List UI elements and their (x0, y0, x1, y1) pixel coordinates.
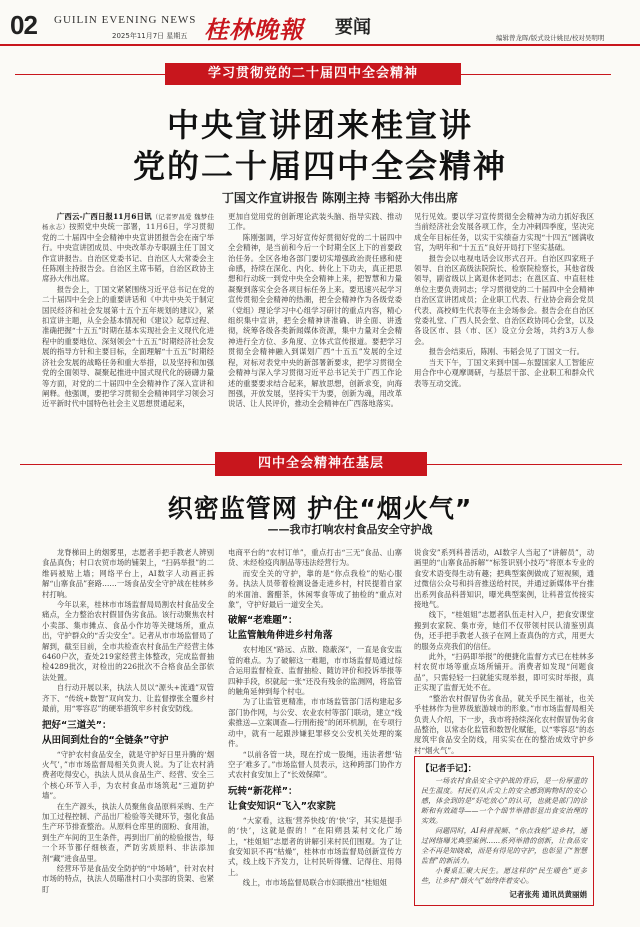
article1-paragraph: 按照党中央统一部署，11月6日，学习贯彻党的二十届四中全会精神中央宣讲团报告会在南宁举行。中央宣讲团成员、中央改革办专职副主任丁国文作宣讲报告。自治区党委书记、自治区人大常委会主任陈刚主持报告会。自治区主席韦韬，自治区政协主席孙大伟出席。 (42, 222, 215, 284)
article2-subhead: 玩转“新花样”： (228, 785, 298, 797)
article1-paragraph: 当天下午，丁国文来到中国—东盟国家人工智能应用合作中心观摩调研，与基层干部、企业职工和群众代表等互动交流。 (414, 357, 594, 388)
article2-paragraph: “整治农村假冒伪劣食品，就关乎民生福祉，也关乎桂林作为世界级旅游城市的形象。”市市场监督局相关负责人介绍，下一步，我市将持续深化农村假冒伪劣食品整治，以常态化监管和数智化赋能，以“零容忍”的态度筑牢食品安全防线，用实实在在的整治成效守护乡村“烟火气”。 (414, 693, 594, 755)
reporter-notes-paragraph: 问题同时，AI科普视频、“你点我检”进乡村，通过网络曝光典型案例……系列举措的创新，让食品安全不再是知晓难，而是有得见的守护，也彰显了“智慧监督”的新活力。 (421, 827, 587, 865)
article2-headline: 织密监管网 护住“烟火气” (167, 494, 473, 523)
article1-column-2 (228, 212, 402, 410)
article1-dateline: 广西云-广西日报11月6日讯 (56, 212, 152, 221)
article1-column-3 (414, 212, 594, 389)
article1-paragraph: 更加自觉用党的创新理论武装头脑、指导实践、推动工作。 (228, 212, 402, 232)
article2-paragraph: “以前各管一块，现在拧成一股绳，违法者想‘钻空子’难多了。”市场监督人员表示，这种跨部门协作方式农村食安加上了“长效保障”。 (228, 749, 402, 780)
article2-paragraph: 线下，“桂姐姐”志愿者队伍走村入户，把食安课堂搬到农家院、集市旁，她们不仅带领村民认清鉴别真伪，还手把手教老人孩子在网上查真伪的方式，用更大的服务点亮我们的信任。 (414, 610, 594, 651)
masthead (0, 0, 640, 46)
article1-dateline-credit: （记者罗昌爱 魏梦佳 杨永志） (42, 213, 214, 232)
reporter-notes-paragraph: 小餐桌汇聚大民生。愿这样的“民生暖色”更多些，让乡村“烟火气”始终伴着安心。 (421, 867, 587, 885)
article1-paragraph: 报告会上，丁国文紧紧围绕习近平总书记在党的二十届四中全会上的重要讲话和《中共中央关于制定国民经济和社会发展第十五个五年规划的建议》，紧扣宣讲主题，从全会基本情况和《建议》起草过程、准确把握“十五五”时期在基本实现社会主义现代化进程中的重要地位、深刻领会“十五五”时期经济社会发展的指导方针和主要目标，全面理解“十五五”时期经济社会发展的战略任务和重大举措，以及坚持和加强党的全面领导、凝聚起推进中国式现代化的磅礴力量等方面，对党的二十届四中全会精神作了深入宣讲和阐释。他强调，要把学习贯彻全会精神同学习领会习近平新时代中国特色社会主义思想贯通起来， (42, 284, 214, 409)
article1-paragraph: 陈刚强调，学习好宣传好贯彻好党的二十届四中全会精神，是当前和今后一个时期全区上下的首要政治任务。全区各地各部门要切实增强政治责任感和使命感，持续在深化、内化、转化上下功夫，真正把思想和行动统一到党中央全会精神上来，把智慧和力量凝聚到落实全会各项目标任务上来。要迅速兴起学习宣传贯彻全会精神的热潮，把全会精神作为各级党委（党组）理论学习中心组学习研讨的重点内容，精心组织集中宣讲，把全会精神讲准确、讲全面、讲透彻，统筹各级各类新闻媒体资源，集中力量对全会精神进行全方位、多角度、立体式宣传报道。要把学习贯彻全会精神融入到谋划广西“十五五”发展的全过程，对标对表党中央的新部署新要求，把学习贯彻全会精神与深入学习贯彻习近平总书记关于广西工作论述的重要要求结合起来，解放思想，创新求变，向海图强，开放发展，坚持实干为要，创新为魂，用改革说话、让人民评价，推动全会精神在广西落地落实。 (228, 232, 402, 409)
article1-paragraph: 见行见效。要以学习宣传贯彻全会精神为动力抓好我区当前经济社会发展各项工作，全力冲刺四季度，坚决完成全年目标任务，以实干实绩奋力实现“十四五”圆满收官，为明年和“十五五”良好开局打下坚实基础。 (414, 212, 594, 253)
article2-column-2 (228, 548, 402, 889)
article2-paragraph: 此外，“扫码即举报”的便捷化监督方式已在桂林多村农贸市场等重点场所铺开。消费者如发现“问题食品”，只需轻轻一扫就能实现举报，即可实时举报，真正实现了监督无处不在。 (414, 652, 594, 693)
article1-headline-line2: 党的二十届四中全会精神 (132, 147, 507, 185)
article2-paragraph: “守护农村食品安全，就是守护好日里升腾的‘烟火气’，”市市场监督局相关负责人说。为了让农村消费者吃得安心，执法人员从食品生产、经营、安全三个核心环节入手，为农村食品市场筑起“三道防护墙”。 (42, 749, 214, 801)
article2-paragraph: 而安全关的守护，靠的是“你点我检”的贴心服务。执法人员带着检测设备走进乡村，村民提着自家的米面油、酱醋茶，休闲零食等成了抽检的“重点对象”，守护好最后一道安全关。 (228, 568, 402, 610)
article2-subhead: 让监管触角伸进乡村角落 (228, 630, 333, 642)
reporter-notes-title: 【记者手记】： (421, 764, 477, 774)
article1-byline: 丁国文作宣讲报告 陈刚主持 韦韬孙大伟出席 (221, 191, 459, 205)
article1-kicker-banner: 学习贯彻党的二十届四中全会精神 (165, 63, 461, 85)
article2-paragraph: “大家看，这瓶‘营养快线’的‘快’字，其实是提手的‘快’，这就是假的！”在阳朔县某村文化广场上，“桂姐姐”志愿者的讲解引来村民们围观。为了让食安知识不再“枯燥”，桂林市市场监督局创新宣传方式，线上线下齐发力，让村民听得懂、记得住、用得上。 (228, 815, 402, 877)
article2-paragraph: 线上，市市场监督局联合市妇联推出“桂姐姐 (242, 878, 387, 888)
article2-paragraph: 在生产源头，执法人员聚焦食品原料采购、生产加工过程控制、产品出厂检验等关键环节，强化食品生产环节排查整治。从原料仓库里的面粉、食用油，到生产车间的卫生条件，再到出厂前的检验报告，每一个环节都仔细核查，严防劣质原料、非法添加剂“藏”进食品里。 (42, 801, 214, 863)
section-title: 要闻 (335, 17, 371, 38)
article2-paragraph: 说食安”系列科普活动，AI数字人当起了“讲解员”，动画里的“山寨食品拆解”“标签识别小技巧”将原本专业的食安术语变得生动有趣；把典型案例做成了短视频，通过微信公众号和抖音推送给村民，并通过新媒体平台推出系列食品科普知识，曝光典型案例，让科普宣传接实接地气。 (414, 548, 594, 610)
article2-subhead: 从田间到灶台的“全链条”守护 (42, 734, 169, 746)
masthead-rule (0, 44, 640, 46)
reporter-notes-paragraph: 一场农村食品安全守护战的背后，是一份厚重的民生温度。村民们从舌尖上的安全感到购物时的安心感，体会到的是“好吃放心”的认可，也就是部门的诊断和有效疏导——一个个细节举措彰显出食安治理的实效。 (421, 777, 587, 825)
article2-paragraph: 龙脊梯田上的烟雾里，志愿者手把手教老人辨别食品真伪；村口农贸市场的铺架上，“扫码举报”的二维码被贴上墙；网络平台上，AI数字人动画正拆解“山寨食品”套路……一场食品安全守护战在桂林乡村打响。 (42, 548, 214, 599)
article2-subtitle: ——我市打响农村食品安全守护战 (267, 523, 433, 536)
article2-paragraph: 自行动开展以来，执法人员以“源头+流通”双管齐下、“传统+数智”双向发力、让监督撑张全覆乡村最前，用“零容忍”的硬举措筑牢乡村食安防线。 (42, 683, 214, 714)
article2-paragraph: 为了让监管更精准，市市场监管部门活构建起多部门协作网，与公安、农业农村等部门联动，建立“线索推送—立案调查—行刑衔接”的闭环机制，在专项行动中，就有一起跟涉嫌犯罪移交公安机关处理的案件。 (228, 697, 402, 749)
article2-paragraph: 电商平台的“农村订单”，重点打击“三无”食品、山寨货、未经检疫肉制品等违法经营行为。 (228, 548, 402, 568)
reporter-notes-box (414, 756, 594, 906)
article2-subhead: 把好“三道关”： (42, 719, 112, 731)
paper-name-english: GUILIN EVENING NEWS (54, 14, 197, 26)
article2-column-1 (42, 548, 214, 895)
article2-subhead: 让食安知识“飞入”农家院 (228, 800, 336, 812)
reporter-notes-signature: 记者张苑 通讯员黄丽娟 (509, 890, 587, 899)
article2-column-3 (414, 548, 594, 756)
article2-paragraph: 经营环节是食品安全防护的“中场哨”，针对农村市场的特点，执法人员瞄准村口小卖部的货架、也紧盯 (42, 863, 214, 894)
article2-kicker-banner: 四中全会精神在基层 (215, 452, 427, 476)
article1-headline-line1: 中央宣讲团来桂宣讲 (166, 106, 473, 144)
page-number: 02 (10, 10, 37, 40)
article2-paragraph: 农村地区“路远、点散、隐蔽深”，一直是食安监管的难点。为了破解这一难题，市市场监督局通过综合运用监督检查、监督抽检、随访评价和投诉举报等四种手段，织就起一张“还没有残余的监测网，将监管的触角延伸到每个村屯。 (228, 645, 402, 697)
article2-paragraph: 今年以来，桂林市市场监督局局割农村食品安全痛点，全力整治农村假冒伪劣食品。该行动聚焦农村小卖部、集市摊点、食品小作坊等关键场所，重点出，守护群众的“舌尖安全”。记者从市市场监督局了解到，截至目前，全市共检查农村食品生产经营主体6460户次，查处219家经营主体整改，完成监督抽检4289批次，对检出的226批次不合格食品全部依法处置。 (42, 600, 214, 682)
article2-subhead: 破解“老难题”： (228, 615, 298, 627)
editors-credit: 编辑曾龙晖/版式设计姚昆/校对吴明明 (496, 34, 605, 42)
article1-paragraph: 报告会以电视电话会议形式召开。自治区四家班子领导、自治区高级法院院长、检察院检察长，其他省级领导，副省级以上离退休老同志；在邕区直、中直驻桂单位主要负责同志；学习贯彻党的二十届四中全会精神自治区宣讲团成员；企业职工代表、行业协会商会党员代表、高校师生代表等在主会场参会。报告会在自治区党委礼堂、广西人民会堂、自治区政协同心会堂，以及各设区市、县（市、区）设立分会场，共约3万人参会。 (414, 253, 594, 346)
paper-logo: 桂林晚報 (204, 15, 304, 44)
publication-date: 2025年11月7日 星期五 (112, 32, 188, 40)
article1-column-1 (42, 212, 214, 410)
article1-paragraph: 报告会结束后，陈刚、韦韬会见了丁国文一行。 (428, 347, 585, 357)
